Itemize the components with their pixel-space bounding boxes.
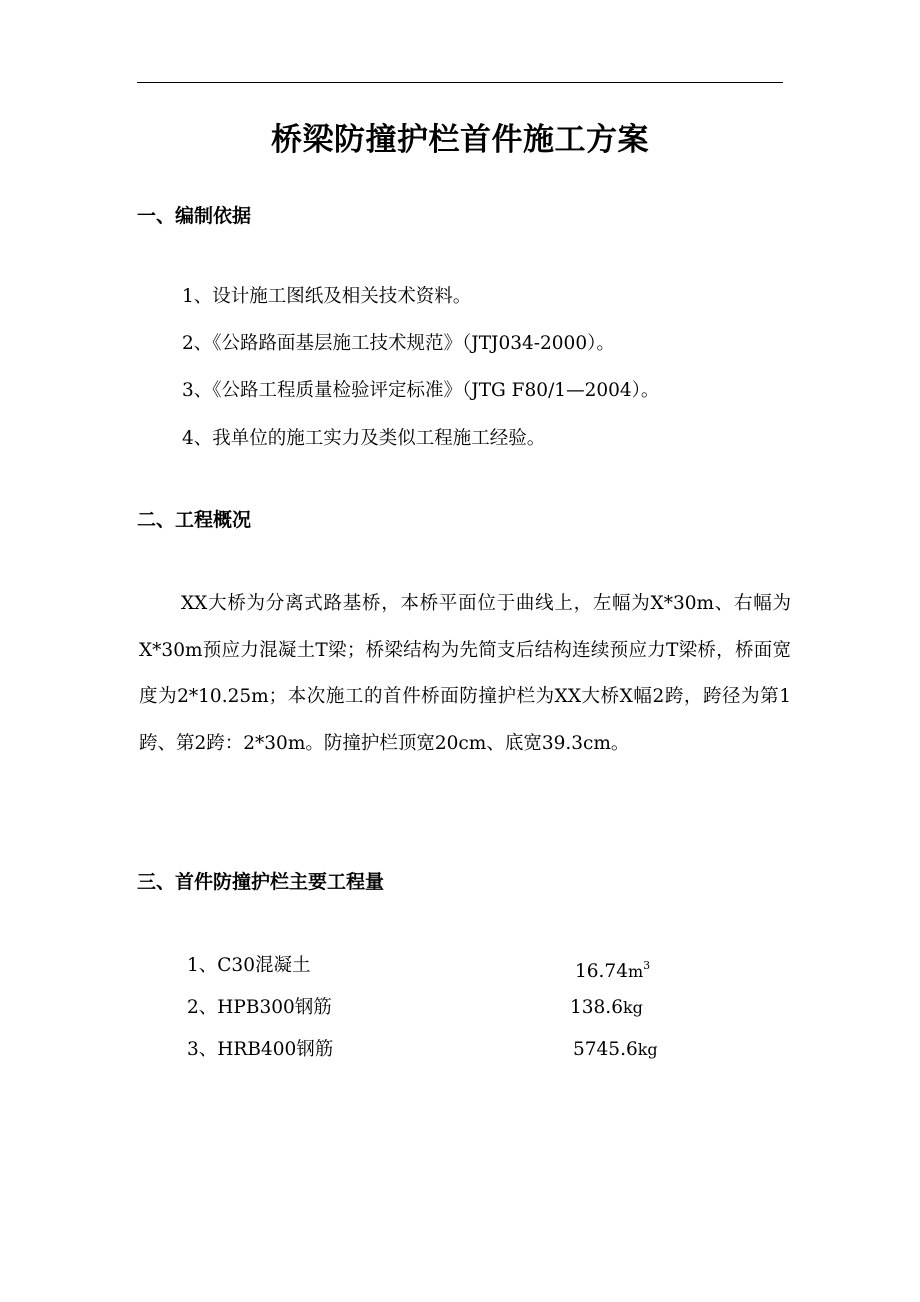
basis-item: 2、《公路路面基层施工技术规范》（JTJ034-2000）。: [182, 333, 615, 354]
quantity-row: [187, 994, 707, 1022]
quantity-row: [187, 952, 707, 980]
document-title: 桥梁防撞护栏首件施工方案: [271, 122, 649, 158]
unit-superscript: 3: [643, 959, 651, 972]
quantity-unit: kg: [622, 998, 643, 1017]
quantity-name: 2、HPB300钢筋: [187, 997, 332, 1018]
quantity-value: 5745.6: [573, 1039, 638, 1060]
basis-item: 1、设计施工图纸及相关技术资料。: [182, 286, 472, 307]
quantity-row: [187, 1036, 707, 1064]
header-rule: [137, 82, 783, 83]
overview-paragraph: XX大桥为分离式路基桥，本桥平面位于曲线上，左幅为X*30m、右幅为X*30m预应力混凝土T梁；桥梁结构为先简支后结构连续预应力T梁桥，桥面宽度为2*10.25m；本次施工的首件桥面防撞护栏为XX大桥X幅2跨，跨径为第1跨、第2跨：2*30m。防撞护栏顶宽20cm、底宽39.3cm。: [139, 593, 791, 754]
quantity-name: 1、C30混凝土: [187, 955, 311, 976]
section-heading-quantities: 三、首件防撞护栏主要工程量: [137, 871, 385, 893]
section-heading-overview: 二、工程概况: [137, 509, 252, 531]
basis-item: 4、我单位的施工实力及类似工程施工经验。: [182, 428, 546, 449]
quantity-unit: $m^3$: [627, 959, 651, 981]
quantity-amount: [573, 1036, 658, 1064]
section-heading-basis: 一、编制依据: [137, 205, 252, 227]
quantity-name: 3、HRB400钢筋: [187, 1039, 334, 1060]
quantity-amount: [570, 994, 643, 1022]
quantity-amount: [575, 952, 650, 986]
basis-item: 3、《公路工程质量检验评定标准》（JTG F80/1—2004）。: [182, 380, 660, 401]
quantity-value: 138.6: [570, 997, 623, 1018]
quantity-unit: kg: [637, 1040, 658, 1059]
quantity-value: 16.74: [575, 961, 628, 982]
